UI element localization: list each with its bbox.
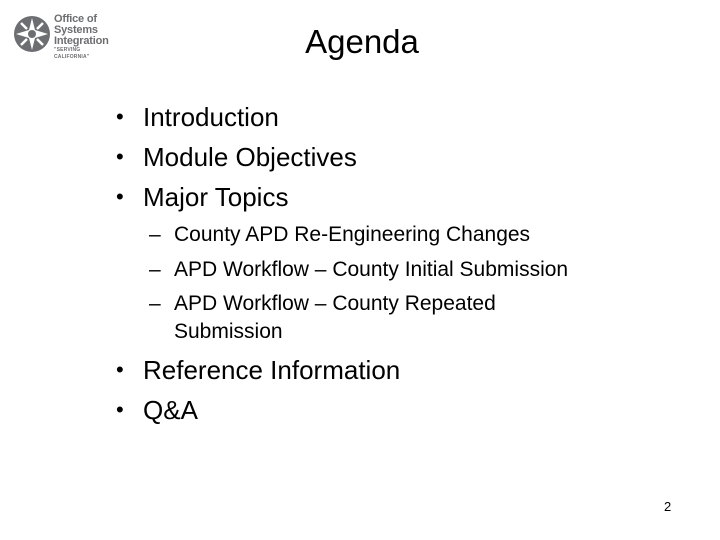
agenda-item-label: Major Topics [143, 182, 289, 212]
bullet-icon: • [116, 397, 124, 422]
dash-icon: – [149, 223, 161, 246]
agenda-subitem-label-continued: Submission [174, 320, 283, 343]
bullet-icon: • [116, 357, 124, 382]
logo-line-3: Integration [54, 35, 109, 47]
agenda-item-label: Introduction [143, 102, 279, 132]
logo-line-2: Systems [54, 24, 98, 36]
slide-title: Agenda [305, 23, 419, 60]
agenda-subitem-label: APD Workflow – County Initial Submission [174, 258, 569, 281]
bullet-icon: • [116, 144, 124, 169]
agenda-item-label: Module Objectives [143, 142, 357, 172]
bullet-icon: • [116, 184, 124, 209]
dash-icon: – [149, 258, 161, 281]
dash-icon: – [149, 292, 161, 315]
bullet-icon: • [116, 104, 124, 129]
agenda-subitem-label: APD Workflow – County Repeated [174, 292, 496, 315]
page-number: 2 [664, 499, 672, 514]
agenda-subitem-label: County APD Re-Engineering Changes [174, 223, 531, 246]
logo-line-1: Office of [54, 13, 97, 25]
agenda-item-label: Reference Information [143, 355, 401, 385]
agenda-item-label: Q&A [143, 395, 198, 425]
logo-tagline: "SERVING CALIFORNIA" [54, 47, 90, 60]
